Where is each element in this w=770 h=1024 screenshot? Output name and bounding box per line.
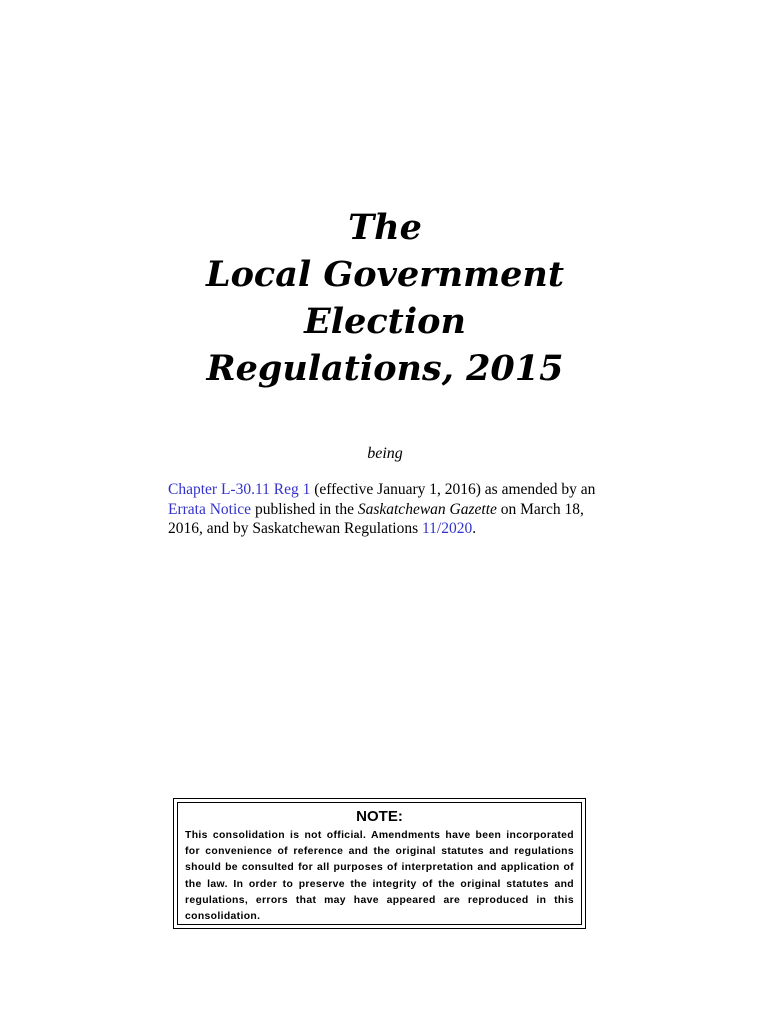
- title-line: Regulations, 2015: [206, 348, 564, 389]
- citation-text: (effective January 1, 2016) as amended by an: [310, 481, 596, 498]
- title-line: The: [348, 207, 422, 248]
- citation-text: published in the: [251, 500, 358, 518]
- citation-paragraph: [168, 480, 608, 539]
- title-line: Election: [304, 301, 466, 342]
- citation-text: on March 18, 2016: [168, 500, 584, 537]
- citation-comma-link: , and by Saskatchewan Regulations: [199, 520, 422, 537]
- gazette-name: Saskatchewan Gazette: [357, 500, 497, 518]
- errata-notice-link[interactable]: Errata Notice: [168, 500, 252, 518]
- document-title: [0, 204, 770, 392]
- regulation-link[interactable]: 11/2020: [421, 520, 473, 537]
- being-label: being: [367, 445, 403, 462]
- title-line: Local Government: [205, 254, 565, 295]
- note-heading: NOTE:: [356, 808, 403, 825]
- note-body: This consolidation is not official. Amendments have been incorporated for convenience of reference and the original statutes and regulations should be consulted for all purposes of interpretation and application of the law. In order to preserve the integrity of the original statutes and regulations, errors that may have appeared are reproduced in this consolidation.: [185, 830, 574, 923]
- chapter-link[interactable]: Chapter L-30.11 Reg 1: [168, 481, 311, 498]
- citation-text: .: [472, 520, 477, 537]
- note-box-inner: [177, 802, 582, 925]
- note-box: [173, 798, 586, 929]
